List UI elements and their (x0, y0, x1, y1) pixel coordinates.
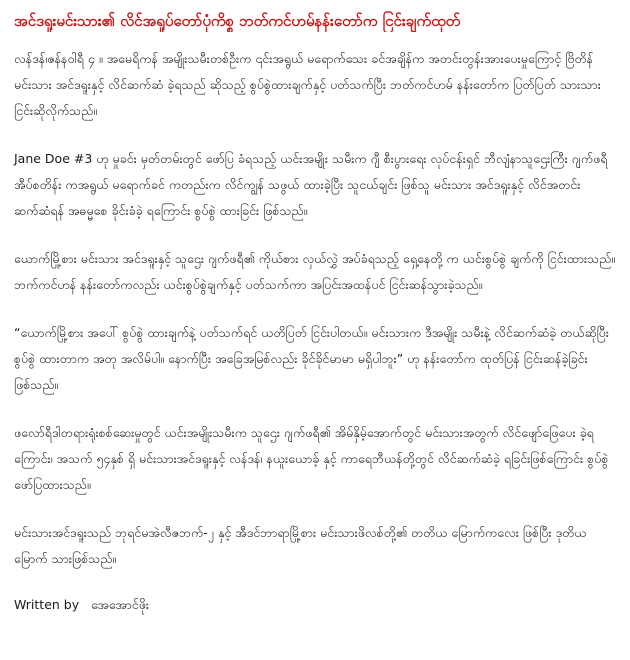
article-paragraph-5: ဖလော်ရီဒါတရားရုံးစစ်ဆေးမှုတွင် ယင်းအမျိုးသမီးက သူဌေး ဂျက်ဖရီ၏ အိမ်နှိမ့်အောက်တွင် မင်းသားအတွက် လိင်ဖျော်ဖြေပေး ခဲ့ရကြောင်း၊ အသက် ၅၄နှစ် ရှိ မင်းသားအင်ဒရူးနှင့် လန်ဒန်၊ နယူးယောခ့် နှင့် ကာရေဘီယန်တို့တွင် လိင်ဆက်ဆံခဲ့ ရခြင်းဖြစ်ကြောင်း စွပ်စွဲဖော်ပြထားသည်။ (14, 425, 609, 492)
article-paragraph-4: “ယောက်မြို့စား အပေါ် စွပ်စွဲ ထားချက်နဲ့ ပတ်သက်ရင် ယတိပြတ် ငြင်းပါတယ်။ မင်းသားက ဒီအမျိုး သမီးနဲ့ လိင်ဆက်ဆံခဲ့ တယ်ဆိုပြီး စွပ်စွဲ ထားတာက အတု အလိမ်ပါ။ နောက်ပြီး အခြေအမြစ်လည်း ခိုင်ခိုင်မာမာ မရှိပါဘူး” ဟု နန်းတော်က ထုတ်ပြန် ငြင်းဆန်ခဲ့ခြင်း ဖြစ်သည်။ (14, 325, 609, 392)
byline-author: အေအောင်ဖိုး (91, 597, 150, 612)
article-paragraph-2: Jane Doe #3 ဟု မှုခင်း မှတ်တမ်းတွင် ဖော်ပြ ခံရသည့် ယင်းအမျိုး သမီးက ဂျီ စီးပွားရေး လုပ်ငန်းရှင် ဘီလျံနာသူဌေးကြီး ဂျက်ဖရီ အီပ်စတိန်း ကအရွယ် မရောက်ခင် ကတည်းက လိင်ကျွန် သဖွယ် ထားခဲ့ပြီး သူငယ်ချင်း ဖြစ်သူ မင်းသား အင်ဒရူးနှင့် လိင်အတင်း ဆက်ဆံရန် အဓမ္မစေ ခိုင်းခံခဲ့ ရကြောင်း စွပ်စွဲ ထားခြင်း ဖြစ်သည်။ (14, 151, 608, 218)
article-byline (14, 594, 616, 616)
article-headline: အင်ဒရူးမင်းသား၏ လိင်အရှုပ်တော်ပုံကိစ္စ ဘတ်ကင်ဟမ်နန်းတော်က ငြင်းချက်ထုတ် (14, 12, 461, 30)
article-paragraph-3: ယောက်မြို့စား မင်းသား အင်ဒရူးနှင့် သူဌေး ဂျက်ဖရီ၏ ကိုယ်စား လှယ်လွှဲ အပ်ခံရသည့် ရှေ့နေတို့ က ယင်းစွပ်စွဲ ချက်ကို ငြင်းထားသည်။ ဘက်ကင်ဟန် နန်းတော်ကလည်း ယင်းစွပ်စွဲချက်နှင့် ပတ်သက်ကာ အပြင်းအထန်ပင် ငြင်းဆန်သွားခဲ့သည်။ (14, 251, 616, 292)
byline-label: Written by (14, 597, 80, 612)
article-paragraph-6: မင်းသားအင်ဒရူးသည် ဘုရင်မအဲလီဇဘက်-၂ နှင့် အီဒင်ဘာရာမြို့စား မင်းသားဖိလစ်တို့၏ တတိယ မြောက်ကလေး ဖြစ်ပြီး ဒုတိယမြောက် သားဖြစ်သည်။ (14, 525, 587, 566)
article-paragraph-1: လန်ဒန်၊ဇန်နဝါရီ ၄ ။ အမေရိကန် အမျိုးသမီးတစ်ဦးက ၎င်းအရွယ် မရောက်သေး ခင်အချိန်က အတင်းတွန်းအားပေးမှုကြောင့် ဗြိတိန်မင်းသား အင်ဒရူးနှင့် လိင်ဆက်ဆံ ခဲ့ရသည် ဆိုသည့် စွပ်စွဲထားချက်နှင့် ပတ်သက်ပြီး ဘတ်ကင်ဟမ် နန်းတော်က ပြတ်ပြတ် သားသား ငြင်းဆိုလိုက်သည်။ (14, 51, 601, 118)
